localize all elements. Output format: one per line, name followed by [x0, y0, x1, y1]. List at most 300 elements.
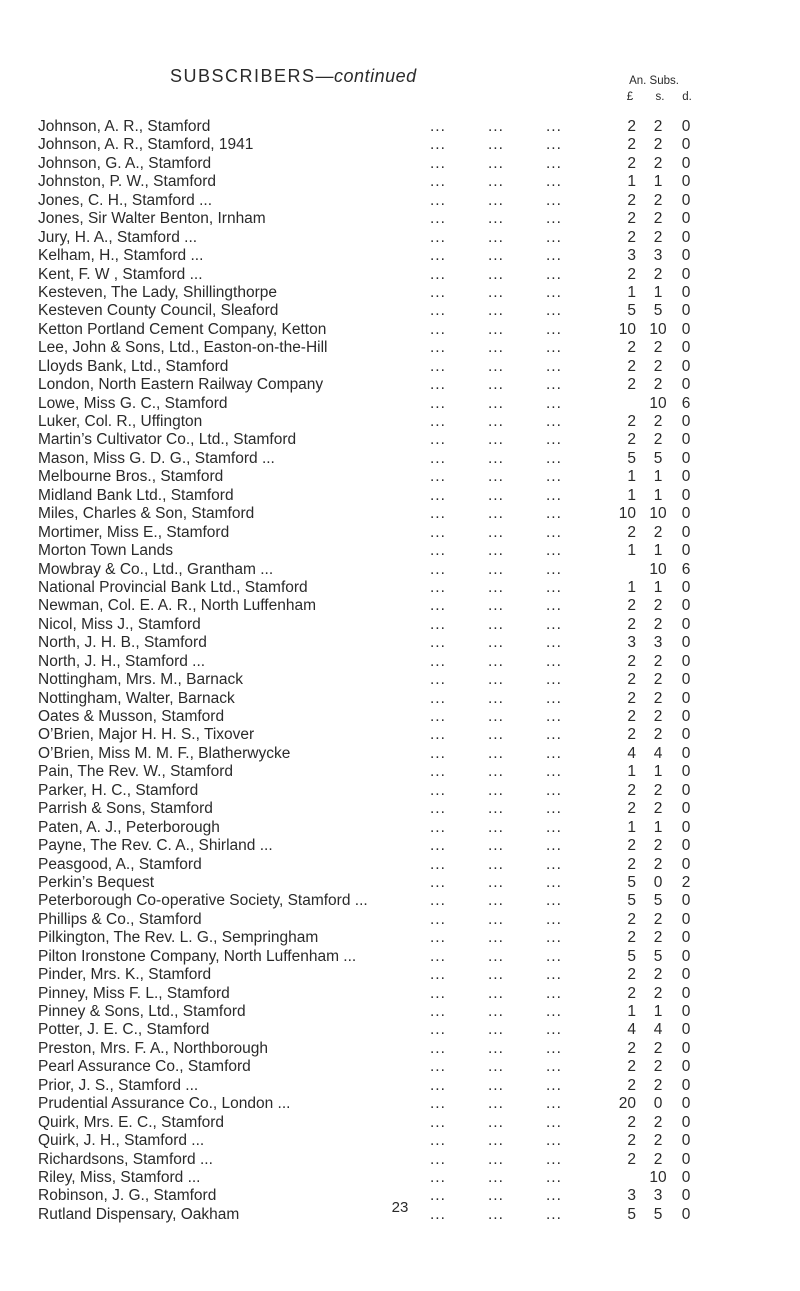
subscriber-name: London, North Eastern Railway Company — [38, 376, 324, 394]
subscriber-name: Prudential Assurance Co., London ... — [38, 1095, 291, 1113]
subscriber-name: National Provincial Bank Ltd., Stamford — [38, 578, 308, 596]
list-item — [0, 468, 800, 486]
amount-shillings: 1 — [653, 818, 663, 836]
leader-dot: ... — [488, 283, 504, 301]
amount-shillings: 1 — [653, 578, 663, 596]
list-item — [0, 634, 800, 652]
unit-shillings: s. — [655, 91, 665, 103]
amount-pence: 0 — [681, 376, 691, 394]
amount-pence: 0 — [681, 929, 691, 947]
leader-dot: ... — [430, 1021, 446, 1039]
amount-pounds: 10 — [618, 320, 636, 338]
leader-dot: ... — [488, 984, 504, 1002]
amount-pence: 0 — [681, 265, 691, 283]
leader-dot: ... — [546, 708, 562, 725]
list-item — [0, 136, 800, 154]
subscriber-name: Nottingham, Walter, Barnack — [38, 689, 235, 707]
amount-pence: 0 — [681, 228, 691, 246]
amount-shillings: 2 — [653, 118, 663, 135]
amount-shillings: 2 — [653, 800, 663, 818]
leader-dot: ... — [488, 486, 504, 504]
amount-shillings: 2 — [653, 376, 663, 394]
leader-dot: ... — [488, 154, 504, 172]
leader-dot: ... — [488, 1168, 504, 1186]
list-item — [0, 892, 800, 910]
amount-shillings: 2 — [653, 357, 663, 375]
subscriber-name: Paten, A. J., Peterborough — [38, 818, 220, 836]
amount-pounds: 3 — [627, 634, 636, 652]
leader-dot: ... — [546, 376, 562, 394]
subscriber-name: Riley, Miss, Stamford ... — [38, 1168, 201, 1186]
leader-dot: ... — [546, 1150, 562, 1168]
amount-pence: 0 — [681, 320, 691, 338]
subscriber-name: Phillips & Co., Stamford — [38, 910, 202, 928]
amount-pounds: 1 — [627, 1003, 636, 1020]
amount-pence: 0 — [681, 247, 691, 265]
leader-dot: ... — [546, 265, 562, 283]
amount-shillings: 10 — [649, 1168, 667, 1186]
leader-dot: ... — [546, 744, 562, 762]
list-item — [0, 210, 800, 228]
amount-pounds: 2 — [627, 154, 636, 172]
amount-pence: 0 — [681, 634, 691, 652]
leader-dot: ... — [488, 763, 504, 781]
amount-shillings: 2 — [653, 228, 663, 246]
subscriber-name: Lee, John & Sons, Ltd., Easton-on-the-Hill — [38, 339, 328, 357]
list-item — [0, 155, 800, 173]
amount-pence: 0 — [681, 966, 691, 984]
amount-pence: 0 — [681, 1058, 691, 1076]
leader-dot: ... — [430, 413, 446, 430]
amount-pounds: 1 — [627, 542, 636, 560]
amount-shillings: 3 — [653, 247, 663, 265]
leader-dot: ... — [430, 1168, 446, 1186]
leader-dot: ... — [546, 910, 562, 928]
amount-pence: 0 — [681, 689, 691, 707]
leader-dot: ... — [546, 320, 562, 338]
amount-pounds: 2 — [627, 800, 636, 818]
leader-dot: ... — [430, 542, 446, 560]
subscriber-name: Mortimer, Miss E., Stamford — [38, 523, 230, 541]
leader-dot: ... — [488, 191, 504, 209]
leader-dot: ... — [546, 873, 562, 891]
list-item — [0, 229, 800, 247]
unit-pounds: £ — [626, 91, 634, 103]
amount-shillings: 2 — [653, 154, 663, 172]
amount-shillings: 2 — [653, 1150, 663, 1168]
leader-dot: ... — [430, 339, 446, 357]
amount-pence: 0 — [681, 578, 691, 596]
amount-shillings: 2 — [653, 136, 663, 154]
subscriber-name: Nicol, Miss J., Stamford — [38, 615, 201, 633]
list-item — [0, 929, 800, 947]
leader-dot: ... — [546, 394, 562, 412]
list-item — [0, 1095, 800, 1113]
amount-shillings: 2 — [653, 984, 663, 1002]
leader-dot: ... — [546, 247, 562, 265]
leader-dot: ... — [430, 320, 446, 338]
amount-shillings: 2 — [653, 1058, 663, 1076]
list-item — [0, 431, 800, 449]
leader-dot: ... — [546, 671, 562, 689]
amount-shillings: 10 — [649, 320, 667, 338]
amount-pounds: 1 — [627, 173, 636, 191]
amount-shillings: 2 — [653, 855, 663, 873]
unit-pence: d. — [682, 91, 692, 103]
list-item — [0, 376, 800, 394]
amount-pence: 0 — [681, 468, 691, 486]
leader-dot: ... — [430, 247, 446, 265]
subscriber-name: Parrish & Sons, Stamford — [38, 800, 213, 818]
subscriber-name: Pilkington, The Rev. L. G., Sempringham — [38, 929, 319, 947]
amount-pounds: 2 — [627, 1113, 636, 1131]
leader-dot: ... — [488, 744, 504, 762]
amount-pence: 0 — [681, 892, 691, 910]
leader-dot: ... — [430, 486, 446, 504]
amount-pounds: 2 — [627, 210, 636, 228]
subscriber-name: Preston, Mrs. F. A., Northborough — [38, 1039, 269, 1057]
amount-pounds: 2 — [627, 191, 636, 209]
leader-dot: ... — [430, 1205, 446, 1223]
leader-dot: ... — [430, 1095, 446, 1113]
amount-pence: 2 — [681, 873, 691, 891]
amount-shillings: 2 — [653, 1113, 663, 1131]
amount-pounds: 1 — [627, 763, 636, 781]
amount-pounds: 2 — [627, 228, 636, 246]
list-item — [0, 763, 800, 781]
list-item — [0, 524, 800, 542]
amount-pounds: 2 — [627, 855, 636, 873]
amount-shillings: 2 — [653, 265, 663, 283]
amount-pence: 0 — [681, 449, 691, 467]
leader-dot: ... — [488, 689, 504, 707]
amount-pence: 0 — [681, 210, 691, 228]
subscriber-name: Kent, F. W , Stamford ... — [38, 265, 203, 283]
leader-dot: ... — [488, 1058, 504, 1076]
leader-dot: ... — [488, 302, 504, 320]
list-item — [0, 579, 800, 597]
amount-pounds: 2 — [627, 265, 636, 283]
amount-pence: 0 — [681, 431, 691, 449]
amount-pence: 0 — [681, 154, 691, 172]
amount-shillings: 2 — [653, 431, 663, 449]
leader-dot: ... — [546, 966, 562, 984]
leader-dot: ... — [488, 357, 504, 375]
amount-shillings: 2 — [653, 726, 663, 744]
list-item — [0, 487, 800, 505]
amount-pence: 0 — [681, 1132, 691, 1150]
leader-dot: ... — [488, 910, 504, 928]
amount-shillings: 4 — [653, 1021, 663, 1039]
subscriber-name: Quirk, J. H., Stamford ... — [38, 1132, 205, 1150]
subscriber-name: Payne, The Rev. C. A., Shirland ... — [38, 837, 273, 855]
column-title: An. Subs. — [629, 75, 679, 87]
amount-pence: 0 — [681, 763, 691, 781]
leader-dot: ... — [488, 818, 504, 836]
list-item — [0, 173, 800, 191]
list-item — [0, 1021, 800, 1039]
amount-shillings: 0 — [653, 1095, 663, 1113]
amount-pence: 0 — [681, 818, 691, 836]
list-item — [0, 985, 800, 1003]
leader-dot: ... — [430, 191, 446, 209]
amount-shillings: 0 — [653, 873, 663, 891]
amount-pounds: 2 — [627, 523, 636, 541]
amount-pounds: 2 — [627, 929, 636, 947]
amount-pence: 6 — [681, 394, 691, 412]
leader-dot: ... — [488, 505, 504, 523]
subscriber-name: Melbourne Bros., Stamford — [38, 468, 224, 486]
list-item — [0, 597, 800, 615]
amount-shillings: 2 — [653, 1076, 663, 1094]
amount-shillings: 5 — [653, 1205, 663, 1223]
subscriber-name: Oates & Musson, Stamford — [38, 708, 225, 725]
list-item — [0, 302, 800, 320]
leader-dot: ... — [488, 228, 504, 246]
list-item — [0, 1132, 800, 1150]
leader-dot: ... — [546, 597, 562, 615]
leader-dot: ... — [546, 283, 562, 301]
subscriber-name: Pinney, Miss F. L., Stamford — [38, 984, 230, 1002]
subscriber-name: Mowbray & Co., Ltd., Grantham ... — [38, 560, 274, 578]
subscriber-name: Lowe, Miss G. C., Stamford — [38, 394, 228, 412]
subscriber-list — [0, 118, 800, 1224]
amount-pounds: 2 — [627, 1076, 636, 1094]
leader-dot: ... — [488, 671, 504, 689]
leader-dot: ... — [488, 781, 504, 799]
amount-pounds: 2 — [627, 1132, 636, 1150]
subscriber-name: Johnson, G. A., Stamford — [38, 154, 212, 172]
amount-pounds: 2 — [627, 837, 636, 855]
subscriber-name: Pinney & Sons, Ltd., Stamford — [38, 1003, 246, 1020]
leader-dot: ... — [430, 671, 446, 689]
amount-pounds: 1 — [627, 468, 636, 486]
amount-pounds: 5 — [627, 947, 636, 965]
subscriber-name: Prior, J. S., Stamford ... — [38, 1076, 199, 1094]
list-item — [0, 118, 800, 136]
amount-pounds: 1 — [627, 578, 636, 596]
leader-dot: ... — [488, 560, 504, 578]
list-item — [0, 800, 800, 818]
list-item — [0, 1058, 800, 1076]
amount-pounds: 2 — [627, 1150, 636, 1168]
subscriber-name: Parker, H. C., Stamford — [38, 781, 199, 799]
list-item — [0, 450, 800, 468]
leader-dot: ... — [430, 118, 446, 135]
list-item — [0, 837, 800, 855]
leader-dot: ... — [546, 1187, 562, 1205]
leader-dot: ... — [546, 615, 562, 633]
leader-dot: ... — [546, 413, 562, 430]
leader-dot: ... — [546, 523, 562, 541]
amount-pounds: 5 — [627, 892, 636, 910]
subscriber-name: O’Brien, Major H. H. S., Tixover — [38, 726, 255, 744]
leader-dot: ... — [488, 1076, 504, 1094]
amount-shillings: 10 — [649, 560, 667, 578]
leader-dot: ... — [488, 468, 504, 486]
subscriber-name: Luker, Col. R., Uffington — [38, 413, 203, 430]
subscriber-name: Pearl Assurance Co., Stamford — [38, 1058, 251, 1076]
list-item — [0, 782, 800, 800]
amount-pounds: 2 — [627, 413, 636, 430]
amount-pence: 0 — [681, 486, 691, 504]
amount-pence: 0 — [681, 652, 691, 670]
subscriber-name: Johnston, P. W., Stamford — [38, 173, 217, 191]
amount-pence: 0 — [681, 191, 691, 209]
amount-pounds: 2 — [627, 1039, 636, 1057]
list-item — [0, 616, 800, 634]
list-item — [0, 192, 800, 210]
amount-pence: 0 — [681, 302, 691, 320]
amount-shillings: 2 — [653, 966, 663, 984]
leader-dot: ... — [430, 634, 446, 652]
list-item — [0, 1003, 800, 1021]
subscriber-name: Richardsons, Stamford ... — [38, 1150, 213, 1168]
list-item — [0, 671, 800, 689]
amount-pence: 0 — [681, 505, 691, 523]
leader-dot: ... — [488, 1205, 504, 1223]
amount-pence: 0 — [681, 542, 691, 560]
leader-dot: ... — [488, 615, 504, 633]
subscriber-name: Newman, Col. E. A. R., North Luffenham — [38, 597, 316, 615]
leader-dot: ... — [488, 1132, 504, 1150]
leader-dot: ... — [546, 726, 562, 744]
leader-dot: ... — [546, 210, 562, 228]
leader-dot: ... — [488, 247, 504, 265]
amount-shillings: 2 — [653, 837, 663, 855]
leader-dot: ... — [430, 652, 446, 670]
amount-pence: 0 — [681, 947, 691, 965]
amount-pence: 0 — [681, 283, 691, 301]
leader-dot: ... — [546, 837, 562, 855]
leader-dot: ... — [488, 855, 504, 873]
leader-dot: ... — [546, 486, 562, 504]
amount-pounds: 3 — [627, 1187, 636, 1205]
amount-pence: 0 — [681, 136, 691, 154]
amount-pounds: 20 — [618, 1095, 636, 1113]
leader-dot: ... — [488, 597, 504, 615]
leader-dot: ... — [430, 468, 446, 486]
leader-dot: ... — [546, 1021, 562, 1039]
leader-dot: ... — [546, 1058, 562, 1076]
leader-dot: ... — [488, 376, 504, 394]
list-item — [0, 856, 800, 874]
list-item — [0, 1151, 800, 1169]
amount-pence: 0 — [681, 1039, 691, 1057]
subscriber-name: Kesteven, The Lady, Shillingthorpe — [38, 283, 277, 301]
subscriber-name: Potter, J. E. C., Stamford — [38, 1021, 210, 1039]
leader-dot: ... — [546, 855, 562, 873]
amount-pence: 0 — [681, 413, 691, 430]
leader-dot: ... — [488, 1039, 504, 1057]
amount-shillings: 2 — [653, 708, 663, 725]
amount-pounds: 5 — [627, 302, 636, 320]
amount-pence: 0 — [681, 1095, 691, 1113]
leader-dot: ... — [430, 615, 446, 633]
leader-dot: ... — [488, 800, 504, 818]
amount-shillings: 5 — [653, 892, 663, 910]
list-item — [0, 413, 800, 431]
subscriber-name: O’Brien, Miss M. M. F., Blatherwycke — [38, 744, 291, 762]
leader-dot: ... — [430, 1150, 446, 1168]
subscriber-name: Jury, H. A., Stamford ... — [38, 228, 198, 246]
title-continued: —continued — [315, 66, 417, 86]
leader-dot: ... — [546, 357, 562, 375]
leader-dot: ... — [488, 947, 504, 965]
subscriber-name: Johnson, A. R., Stamford — [38, 118, 211, 135]
amount-pounds: 4 — [627, 1021, 636, 1039]
amount-shillings: 2 — [653, 210, 663, 228]
amount-shillings: 5 — [653, 947, 663, 965]
leader-dot: ... — [430, 855, 446, 873]
leader-dot: ... — [430, 597, 446, 615]
amount-pounds: 5 — [627, 449, 636, 467]
amount-pence: 0 — [681, 855, 691, 873]
amount-shillings: 2 — [653, 1039, 663, 1057]
leader-dot: ... — [430, 173, 446, 191]
list-item — [0, 395, 800, 413]
leader-dot: ... — [430, 763, 446, 781]
amount-pence: 0 — [681, 1150, 691, 1168]
leader-dot: ... — [488, 431, 504, 449]
leader-dot: ... — [430, 136, 446, 154]
subscriber-name: North, J. H., Stamford ... — [38, 652, 206, 670]
amount-pounds: 2 — [627, 726, 636, 744]
amount-pounds: 1 — [627, 283, 636, 301]
amount-shillings: 4 — [653, 744, 663, 762]
leader-dot: ... — [546, 339, 562, 357]
subscriber-name: Lloyds Bank, Ltd., Stamford — [38, 357, 229, 375]
amount-shillings: 3 — [653, 634, 663, 652]
amount-pence: 6 — [681, 560, 691, 578]
amount-pence: 0 — [681, 1205, 691, 1223]
leader-dot: ... — [430, 154, 446, 172]
leader-dot: ... — [430, 228, 446, 246]
amount-pounds: 2 — [627, 781, 636, 799]
amount-shillings: 2 — [653, 781, 663, 799]
amount-shillings: 2 — [653, 929, 663, 947]
leader-dot: ... — [488, 413, 504, 430]
leader-dot: ... — [430, 283, 446, 301]
subscriber-name: Morton Town Lands — [38, 542, 173, 560]
leader-dot: ... — [430, 210, 446, 228]
amount-shillings: 2 — [653, 523, 663, 541]
subscriber-name: Midland Bank Ltd., Stamford — [38, 486, 234, 504]
amount-pence: 0 — [681, 837, 691, 855]
list-item — [0, 1169, 800, 1187]
leader-dot: ... — [546, 1095, 562, 1113]
leader-dot: ... — [430, 1132, 446, 1150]
leader-dot: ... — [430, 302, 446, 320]
amount-pounds: 2 — [627, 1058, 636, 1076]
amount-pence: 0 — [681, 357, 691, 375]
amount-pounds: 2 — [627, 431, 636, 449]
leader-dot: ... — [430, 1187, 446, 1205]
leader-dot: ... — [430, 708, 446, 725]
amount-pounds: 5 — [627, 873, 636, 891]
list-item — [0, 911, 800, 929]
amount-shillings: 5 — [653, 449, 663, 467]
leader-dot: ... — [488, 892, 504, 910]
amount-pence: 0 — [681, 1076, 691, 1094]
amount-pounds: 2 — [627, 136, 636, 154]
list-item — [0, 358, 800, 376]
list-item — [0, 284, 800, 302]
amount-pence: 0 — [681, 118, 691, 135]
leader-dot: ... — [430, 800, 446, 818]
leader-dot: ... — [546, 892, 562, 910]
amount-pounds: 2 — [627, 597, 636, 615]
